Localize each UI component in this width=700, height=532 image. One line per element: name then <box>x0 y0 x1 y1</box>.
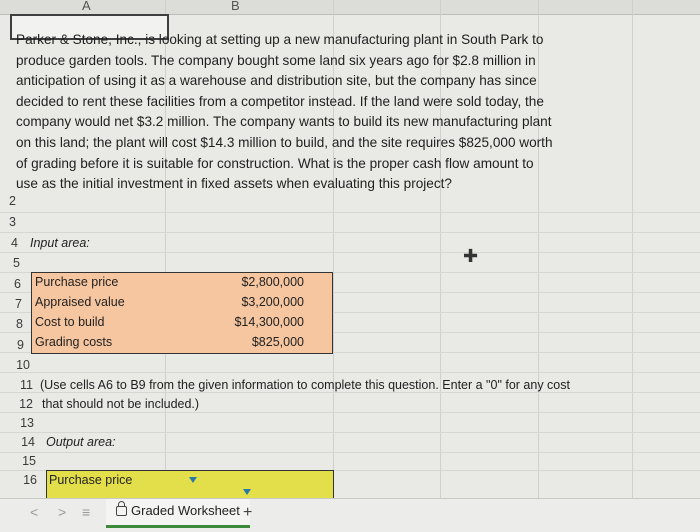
input-label: Cost to build <box>35 315 105 329</box>
output-label: Purchase price <box>49 473 133 487</box>
input-label: Grading costs <box>35 335 113 349</box>
row-number[interactable]: 7 <box>15 297 22 311</box>
grid-line <box>0 452 700 453</box>
input-row-cost-to-build[interactable] <box>32 313 332 333</box>
grid-line <box>0 412 700 413</box>
input-row-purchase-price[interactable] <box>32 273 332 293</box>
row-number[interactable]: 5 <box>13 256 20 270</box>
input-value[interactable]: $2,800,000 <box>241 275 304 289</box>
tab-label: Graded Worksheet <box>131 503 240 518</box>
row-number[interactable]: 6 <box>14 277 21 291</box>
row-number[interactable]: 9 <box>17 338 24 352</box>
row-number[interactable]: 13 <box>20 416 34 430</box>
row-number[interactable]: 8 <box>16 317 23 331</box>
grid-line <box>632 0 633 498</box>
row-number[interactable]: 15 <box>22 454 36 468</box>
row-number[interactable]: 12 <box>19 397 33 411</box>
grid-line <box>0 252 700 253</box>
cell-cursor-icon: ✚ <box>463 246 479 266</box>
input-value[interactable]: $825,000 <box>251 335 304 349</box>
lock-icon <box>116 506 127 516</box>
column-header-bar <box>0 0 700 15</box>
output-area-label[interactable]: Output area: <box>46 435 116 449</box>
row-number[interactable]: 3 <box>9 215 16 229</box>
instruction-line-2[interactable]: that should not be included.) <box>42 397 200 411</box>
row-number[interactable]: 14 <box>21 435 35 449</box>
input-area-table <box>31 272 333 354</box>
input-label: Purchase price <box>35 275 119 289</box>
column-header-b[interactable]: B <box>231 0 240 13</box>
comment-indicator-icon <box>243 489 251 495</box>
sheet-tab-bar <box>0 498 700 532</box>
add-sheet-button[interactable]: + <box>243 504 253 521</box>
output-area-cell[interactable] <box>46 470 334 500</box>
input-row-appraised-value[interactable] <box>32 293 332 313</box>
grid-line <box>0 232 700 233</box>
row-number[interactable]: 2 <box>9 194 16 208</box>
question-text[interactable]: Parker & Stone, Inc., is looking at setting up a new manufacturing plant in South Park to produce garden tools. The company bought some land six years ago for $2.8 million in anticipation of using it as a warehouse and distribution site, but the company has since decided to rent these facilities from a competitor instead. If the land were sold today, the company would net $3.2 million. The company wants to build its new manufacturing plant on this land; the plant will cost $14.3 million to build, and the site requires $825,000 worth of grading before it is suitable for construction. What is the proper cash flow amount to use as the initial investment in fixed assets when evaluating this project? <box>16 32 553 192</box>
row-number[interactable]: 10 <box>16 358 30 372</box>
grid-line <box>0 392 700 393</box>
input-area-label[interactable]: Input area: <box>30 236 90 250</box>
row-number[interactable]: 11 <box>20 378 33 392</box>
input-value[interactable]: $14,300,000 <box>234 315 304 329</box>
input-row-grading-costs[interactable] <box>32 333 332 353</box>
input-value[interactable]: $3,200,000 <box>241 295 304 309</box>
row-number[interactable]: 16 <box>23 473 37 487</box>
next-sheet-button[interactable]: > <box>58 504 67 520</box>
input-label: Appraised value <box>35 295 125 309</box>
previous-sheet-button[interactable]: < <box>30 504 39 520</box>
column-header-a[interactable]: A <box>82 0 91 13</box>
grid-line <box>0 212 700 213</box>
row-number[interactable]: 4 <box>11 236 18 250</box>
instruction-line-1[interactable]: (Use cells A6 to B9 from the given information to complete this question. Enter a "0" for any cost <box>40 378 570 392</box>
sheet-list-menu-icon[interactable]: ≡ <box>82 504 91 520</box>
grid-line <box>0 432 700 433</box>
grid-line <box>0 372 700 373</box>
comment-indicator-icon <box>189 477 197 483</box>
tab-graded-worksheet[interactable] <box>106 499 253 528</box>
